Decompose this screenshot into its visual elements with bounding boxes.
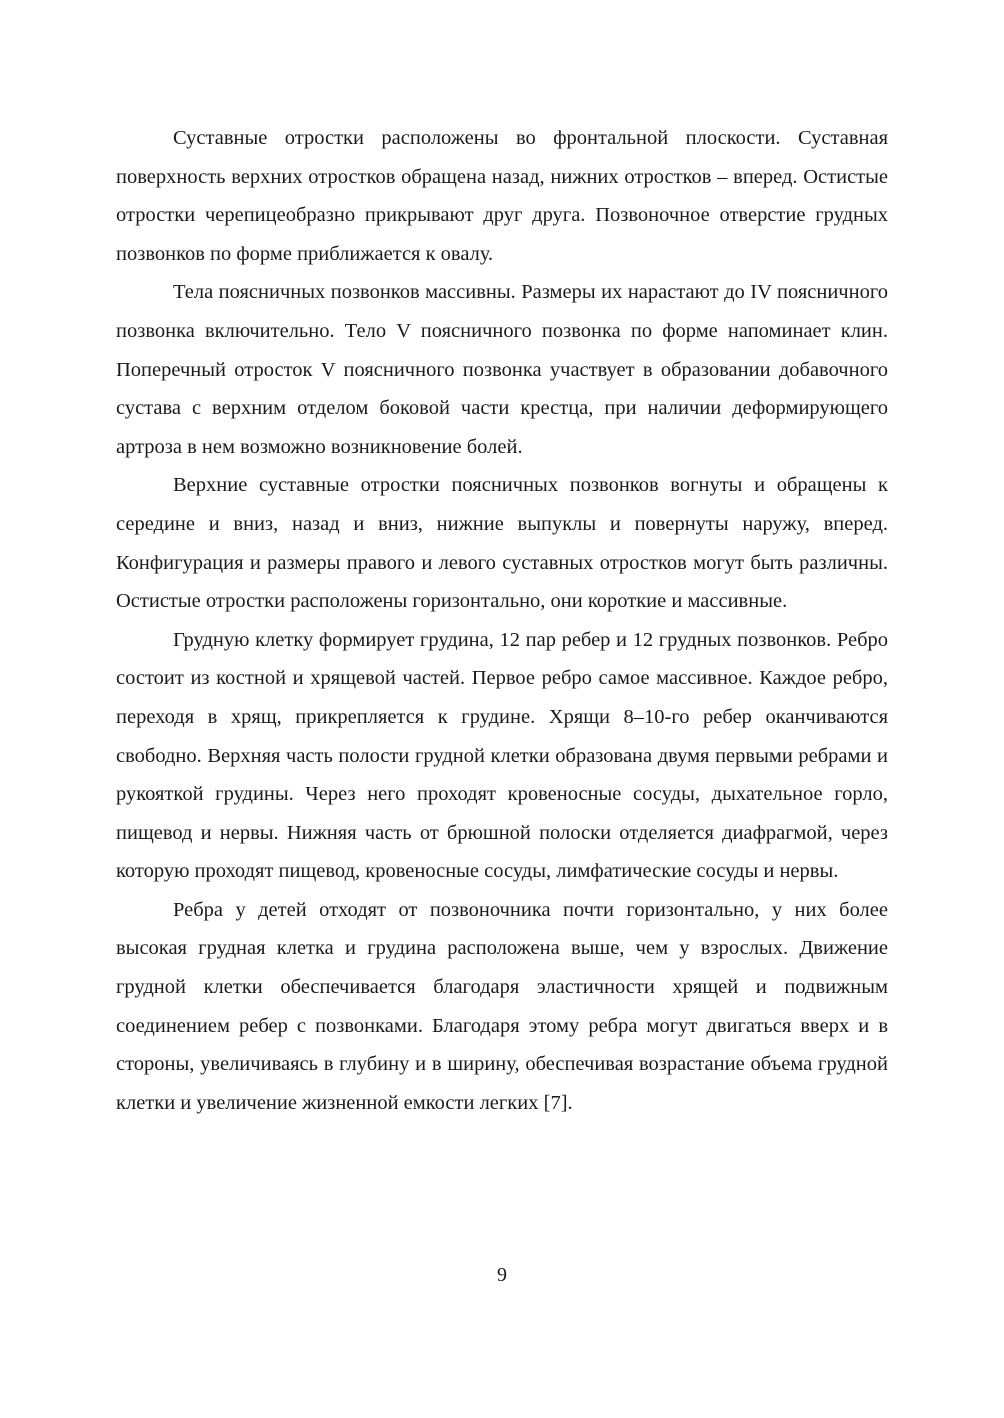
paragraph-3: Верхние суставные отростки поясничных позвонков вогнуты и обращены к середине и вниз, назад и вниз, нижние выпуклы и повернуты наружу, вперед. Конфигурация и размеры правого и левого суставных отростков могут быть различны. Остистые отростки расположены горизонтально, они короткие и массивные.	[116, 474, 888, 613]
page-number: 9	[497, 1264, 507, 1286]
page-body	[116, 119, 888, 1122]
paragraph-5: Ребра у детей отходят от позвоночника почти горизонтально, у них более высокая грудная клетка и грудина расположена выше, чем у взрослых. Движение грудной клетки обеспечивается благодаря эластичности хрящей и подвижным соединением ребер с позвонками. Благодаря этому ребра могут двигаться вверх и в стороны, увеличиваясь в глубину и в ширину, обеспечивая возрастание объема грудной клетки и увеличение жизненной емкости легких [7].	[116, 898, 888, 1114]
paragraph-4: Грудную клетку формирует грудина, 12 пар ребер и 12 грудных позвонков. Ребро состоит из костной и хрящевой частей. Первое ребро самое массивное. Каждое ребро, переходя в хрящ, прикрепляется к грудине. Хрящи 8–10-го ребер оканчиваются свободно. Верхняя часть полости грудной клетки образована двумя первыми ребрами и рукояткой грудины. Через него проходят кровеносные сосуды, дыхательное горло, пищевод и нервы. Нижняя часть от брюшной полоски отделяется диафрагмой, через которую проходят пищевод, кровеносные сосуды, лимфатические сосуды и нервы.	[116, 628, 888, 883]
paragraph-2: Тела поясничных позвонков массивны. Размеры их нарастают до IV поясничного позвонка включительно. Тело V поясничного позвонка по форме напоминает клин. Поперечный отросток V поясничного позвонка участвует в образовании добавочного сустава с верхним отделом боковой части крестца, при наличии деформирующего артроза в нем возможно возникновение болей.	[116, 281, 888, 458]
paragraph-1: Суставные отростки расположены во фронтальной плоскости. Суставная поверхность верхних отростков обращена назад, нижних отростков – вперед. Остистые отростки черепицеобразно прикрывают друг друга. Позвоночное отверстие грудных позвонков по форме приближается к овалу.	[116, 127, 888, 265]
